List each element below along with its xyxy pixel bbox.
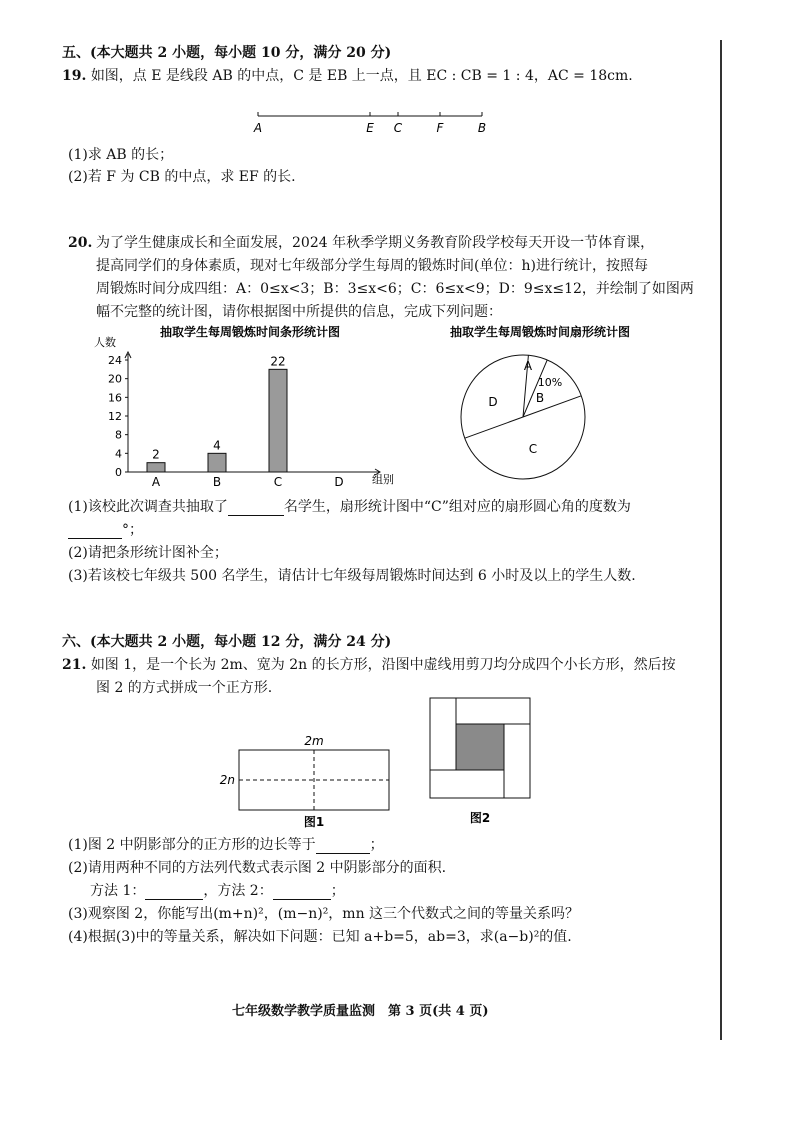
q19-stem	[62, 67, 633, 85]
q20-part1	[68, 498, 631, 516]
q20-blank-count[interactable]	[228, 501, 284, 516]
q20-line-1: 为了学生健康成长和全面发展，2024 年秋季学期义务教育阶段学校每天开设一节体育课，	[96, 235, 655, 251]
bar-chart	[90, 320, 420, 495]
q21-methods	[90, 882, 345, 900]
fig2-top-rect	[456, 698, 530, 724]
fig2-caption: 图2	[469, 811, 491, 825]
figure-2	[420, 690, 540, 830]
bar-value-label-B: 4	[213, 438, 221, 453]
bar-chart-xlabels	[152, 475, 344, 489]
x-category-label-A: A	[151, 475, 161, 489]
point-label-c: C	[393, 121, 403, 135]
point-label-b: B	[477, 121, 487, 135]
bar-B	[208, 453, 226, 472]
q19-text: 如图，点 E 是线段 AB 的中点，C 是 EB 上一点，且 EC : CB = 1 : 4，AC = 18cm.	[90, 68, 633, 84]
bar-chart-title: 抽取学生每周锻炼时间条形统计图	[159, 325, 341, 339]
fig2-right-rect	[504, 724, 530, 798]
figure-1	[215, 730, 405, 830]
fig1-caption: 图1	[303, 815, 325, 829]
y-tick-label: 24	[108, 354, 122, 367]
q21-method1-label: 方法 1：	[90, 883, 146, 899]
pie-divider-2	[523, 396, 581, 417]
q20-line-4: 幅不完整的统计图，请你根据图中所提供的信息，完成下列问题：	[96, 304, 502, 320]
q21-part3: (3)观察图 2，你能写出(m+n)²，(m−n)²，mn 这三个代数式之间的等量关系吗？	[68, 906, 580, 922]
pie-annotation-b-percent: 10%	[537, 376, 563, 389]
q21-line-1	[62, 656, 676, 674]
q21-part1-end: ；	[369, 837, 384, 853]
q19-segment-figure	[250, 108, 500, 138]
point-label-e: E	[366, 121, 374, 135]
q20-part1-c: °；	[122, 522, 143, 538]
pie-chart	[440, 320, 660, 495]
q21-line-2: 图 2 的方式拼成一个正方形.	[96, 680, 273, 696]
y-tick-label: 8	[115, 428, 122, 442]
bar-value-label-A: 2	[152, 447, 160, 462]
q20-number: 20.	[68, 235, 93, 251]
q21-method-end: ；	[330, 883, 345, 899]
q21-part2: (2)请用两种不同的方法列代数式表示图 2 中阴影部分的面积.	[68, 860, 447, 876]
q21-part4: (4)根据(3)中的等量关系，解决如下问题：已知 a+b=5，ab=3，求(a−b)²的值.	[68, 929, 572, 945]
bar-chart-ylabel: 人数	[94, 336, 116, 349]
q21-method2-label: ，方法 2：	[203, 883, 273, 899]
q20-line-3: 周锻炼时间分成四组：A：0≤x<3；B：3≤x<6；C：6≤x<9；D：9≤x≤12，并绘制了如图两	[96, 281, 694, 297]
bar-A	[147, 463, 165, 472]
q19-part2: (2)若 F 为 CB 的中点，求 EF 的长.	[68, 169, 296, 185]
q19-part1: (1)求 AB 的长；	[68, 147, 174, 163]
pie-slice-label-D: D	[488, 395, 498, 409]
q20-part1-b: 名学生，扇形统计图中“C”组对应的扇形圆心角的度数为	[283, 499, 631, 515]
bar-chart-axes	[125, 352, 380, 475]
bar-chart-xlabel: 组别	[372, 473, 394, 486]
bar-value-label-C: 22	[270, 354, 286, 369]
fig1-top-label: 2m	[304, 734, 324, 748]
q20-part1-a: (1)该校此次调查共抽取了	[68, 499, 228, 515]
q20-part2: (2)请把条形统计图补全；	[68, 545, 228, 561]
q21-part1-text: (1)图 2 中阴影部分的正方形的边长等于	[68, 837, 316, 853]
q21-part1	[68, 836, 384, 854]
pie-slice-label-A: A	[523, 359, 533, 373]
fig2-left-rect	[430, 698, 456, 770]
fig2-bottom-rect	[430, 770, 504, 798]
pie-chart-title: 抽取学生每周锻炼时间扇形统计图	[449, 325, 631, 339]
y-tick-label: 12	[108, 410, 122, 423]
fig2-shaded-square	[456, 724, 504, 770]
fig1-left-label: 2n	[219, 773, 235, 787]
page-edge-line	[720, 40, 722, 1040]
point-label-f: F	[436, 121, 444, 135]
y-tick-label: 16	[108, 391, 122, 405]
pie-divider-3	[465, 417, 523, 438]
section5-heading: 五、(本大题共 2 小题，每小题 10 分，满分 20 分)	[62, 45, 392, 61]
y-tick-label: 0	[115, 466, 122, 479]
point-label-a: A	[253, 121, 263, 135]
x-category-label-D: D	[334, 475, 344, 489]
page-footer: 七年级数学教学质量监测 第 3 页(共 4 页)	[232, 1004, 489, 1019]
y-tick-label: 20	[108, 372, 122, 386]
pie-slice-label-C: C	[528, 442, 538, 456]
bar-C	[269, 369, 287, 472]
pie-slice-label-B: B	[535, 391, 545, 405]
q21-blank-side[interactable]	[316, 839, 370, 854]
q20-blank-angle[interactable]	[68, 524, 122, 539]
q20-part3: (3)若该校七年级共 500 名学生，请估计七年级每周锻炼时间达到 6 小时及以上的学生人数.	[68, 568, 636, 584]
bar-chart-bars	[147, 354, 287, 472]
q20-line-2: 提高同学们的身体素质，现对七年级部分学生每周的锻炼时间(单位：h)进行统计，按照每	[96, 258, 648, 274]
y-tick-label: 4	[115, 447, 122, 461]
q21-blank-method1[interactable]	[145, 885, 203, 900]
pie-chart-slices	[461, 355, 585, 479]
q20-part1-cont	[68, 521, 143, 539]
bar-chart-yticks	[108, 354, 128, 479]
x-category-label-C: C	[273, 475, 283, 489]
q21-blank-method2[interactable]	[273, 885, 331, 900]
q21-number: 21.	[62, 657, 87, 673]
q21-text-1: 如图 1，是一个长为 2m、宽为 2n 的长方形，沿图中虚线用剪刀均分成四个小长方形，然后按	[90, 657, 676, 673]
q19-number: 19.	[62, 68, 87, 84]
section6-heading: 六、(本大题共 2 小题，每小题 12 分，满分 24 分)	[62, 634, 392, 650]
x-category-label-B: B	[212, 475, 222, 489]
